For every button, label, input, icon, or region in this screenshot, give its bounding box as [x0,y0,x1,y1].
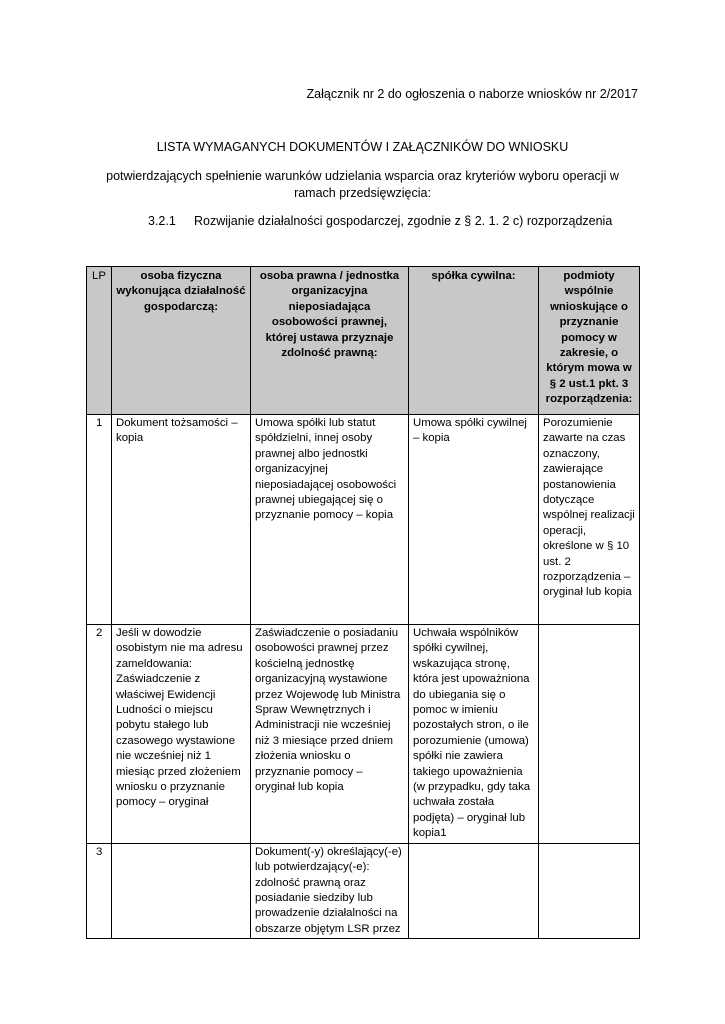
table-header-row [87,267,640,415]
cell-osoba-fizyczna: Jeśli w dowodzie osobistym nie ma adresu zameldowania: Zaświadczenie z właściwej Ewidencji Ludności o miejscu pobytu stałego lub czasowego wystawione nie wcześniej niż 1 miesiąc przed złożeniem wniosku o przyznanie pomocy – oryginał [112,625,251,844]
cell-spolka-cywilna: Umowa spółki cywilnej – kopia [409,415,539,625]
cell-spolka-cywilna [409,843,539,938]
table-row [87,415,640,625]
cell-podmioty [539,625,640,844]
column-header-osoba-prawna: osoba prawna / jednostka organizacyjna nieposiadająca osobowości prawnej, której ustawa przyznaje zdolność prawną: [251,267,409,415]
documents-table [86,266,640,939]
cell-podmioty: Porozumienie zawarte na czas oznaczony, zawierające postanowienia dotyczące wspólnej realizacji operacji, określone w § 10 ust. 2 rozporządzenia – oryginał lub kopia [539,415,640,625]
cell-spolka-cywilna: Uchwała wspólników spółki cywilnej, wskazująca stronę, która jest upoważniona do ubiegania się o pomoc w imieniu pozostałych stron, o ile porozumienie (umowa) spółki nie zawiera takiego upoważnienia (w przypadku, gdy taka uchwała została podjęta) – oryginał lub kopia1 [409,625,539,844]
table-row [87,843,640,938]
cell-lp: 1 [87,415,112,625]
cell-lp: 3 [87,843,112,938]
section-heading [148,214,612,228]
document-title: LISTA WYMAGANYCH DOKUMENTÓW I ZAŁĄCZNIKÓW DO WNIOSKU [156,140,569,154]
table-row [87,625,640,844]
cell-osoba-fizyczna [112,843,251,938]
section-title: Rozwijanie działalności gospodarczej, zgodnie z § 2. 1. 2 c) rozporządzenia [194,214,613,228]
column-header-podmioty: podmioty wspólnie wnioskujące o przyznanie pomocy w zakresie, o którym mowa w § 2 ust.1 pkt. 3 rozporządzenia: [539,267,640,415]
cell-osoba-prawna: Zaświadczenie o posiadaniu osobowości prawnej przez kościelną jednostkę organizacyjną wystawione przez Wojewodę lub Ministra Spraw Wewnętrznych i Administracji nie wcześniej niż 3 miesiące przed dniem złożenia wniosku o przyznanie pomocy – oryginał lub kopia [251,625,409,844]
column-header-spolka-cywilna: spółka cywilna: [409,267,539,415]
annex-reference: Załącznik nr 2 do ogłoszenia o naborze wniosków nr 2/2017 [306,87,638,101]
cell-podmioty [539,843,640,938]
document-subtitle: potwierdzających spełnienie warunków udzielania wsparcia oraz kryteriów wyboru operacji w ramach przedsięwzięcia: [106,169,619,200]
cell-osoba-fizyczna: Dokument tożsamości – kopia [112,415,251,625]
cell-osoba-prawna: Umowa spółki lub statut spółdzielni, innej osoby prawnej albo jednostki organizacyjnej nieposiadającej osobowości prawnej ubiegającej się o przyznanie pomocy – kopia [251,415,409,625]
column-header-lp: LP [87,267,112,415]
cell-lp: 2 [87,625,112,844]
column-header-osoba-fizyczna: osoba fizyczna wykonująca działalność gospodarczą: [112,267,251,415]
cell-osoba-prawna: Dokument(-y) określający(-e) lub potwierdzający(-e): zdolność prawną oraz posiadanie siedziby lub prowadzenie działalności na obszarze objętym LSR przez [251,843,409,938]
section-number: 3.2.1 [148,214,176,228]
